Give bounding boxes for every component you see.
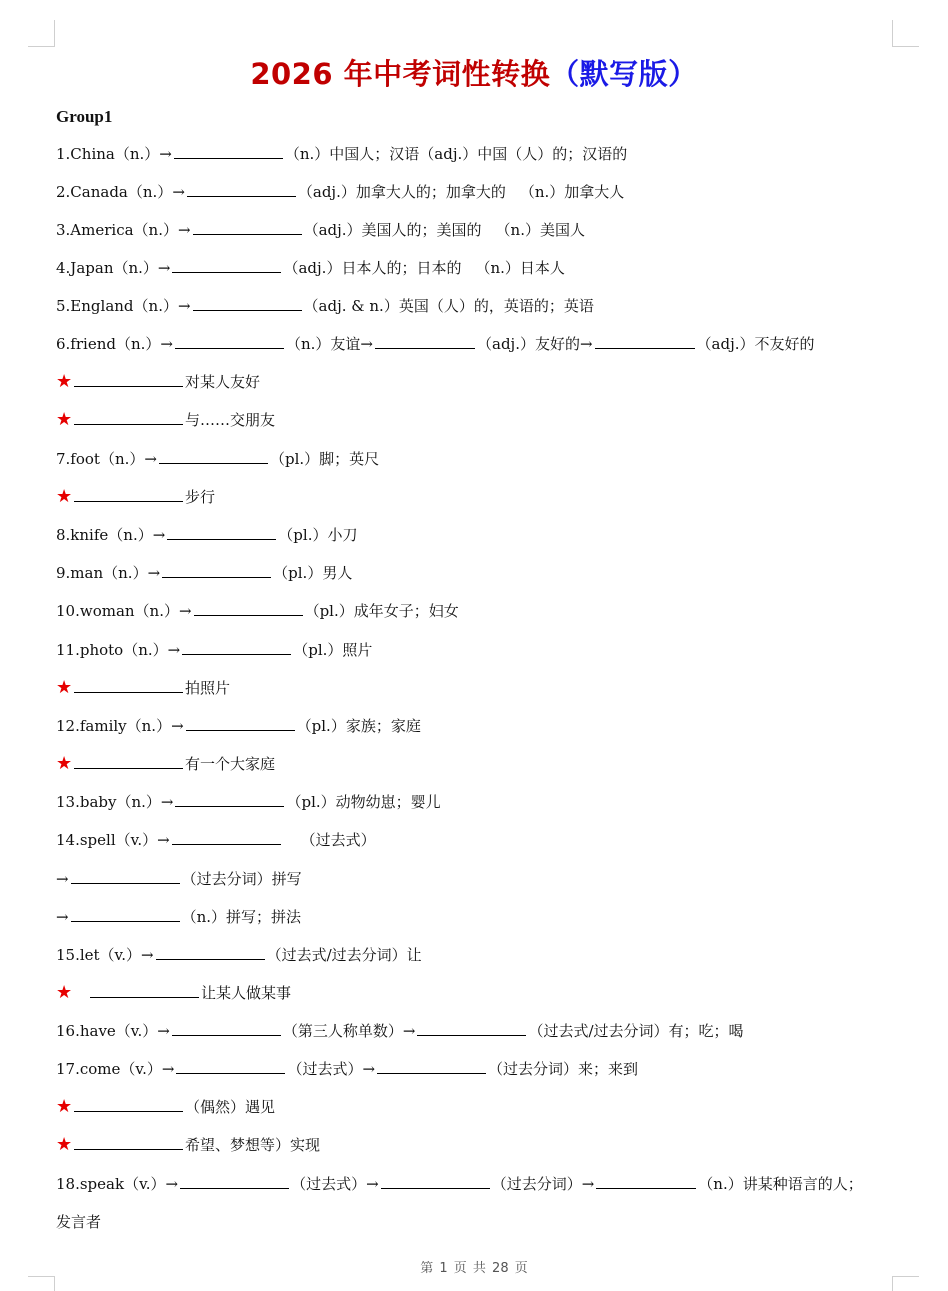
hint-text: （adj.）日本人的；日本的: [283, 259, 462, 277]
exercise-line: [56, 141, 627, 167]
answer-blank[interactable]: [175, 789, 284, 807]
hint-text: 步行: [185, 488, 216, 506]
hint-text: （n.）加拿大人: [519, 183, 625, 201]
group-heading: Group1: [56, 107, 113, 126]
arrow-icon: →: [178, 221, 191, 239]
hint-text: （pl.）成年女子；妇女: [304, 602, 459, 620]
star-icon: ★: [56, 1134, 73, 1155]
title-main: 2026 年中考词性转换: [250, 57, 551, 91]
answer-blank[interactable]: [193, 217, 302, 235]
word-prompt: 13.baby（n.）: [56, 793, 161, 811]
exercise-line: [56, 255, 565, 281]
hint-text: （n.）讲某种语言的人；: [698, 1175, 863, 1193]
hint-text: （adj.）美国人的；美国的: [303, 221, 482, 239]
word-prompt: 17.come（v.）: [56, 1060, 162, 1078]
arrow-icon: →: [157, 831, 170, 849]
hint-text: （pl.）男人: [273, 564, 353, 582]
arrow-icon: →: [161, 1060, 175, 1078]
answer-blank[interactable]: [193, 293, 302, 311]
word-prompt: 3.America（n.）: [56, 221, 178, 239]
answer-blank[interactable]: [74, 407, 183, 425]
answer-blank[interactable]: [176, 1056, 285, 1074]
arrow-icon: →: [152, 526, 166, 544]
star-icon: ★: [56, 486, 73, 507]
phrase-line: [56, 675, 230, 701]
answer-blank[interactable]: [417, 1018, 526, 1036]
exercise-line: [56, 446, 379, 472]
exercise-line: [56, 217, 585, 243]
arrow-icon: →: [402, 1022, 416, 1040]
hint-text: （pl.）小刀: [278, 526, 358, 544]
arrow-icon: →: [178, 602, 192, 620]
word-prompt: 2.Canada（n.）: [56, 183, 173, 201]
answer-blank[interactable]: [375, 331, 475, 349]
star-icon: ★: [56, 371, 73, 392]
hint-text: 拍照片: [185, 679, 231, 697]
answer-blank[interactable]: [156, 942, 265, 960]
answer-blank[interactable]: [90, 980, 199, 998]
word-prompt: 5.England（n.）: [56, 297, 178, 315]
hint-text: （pl.）脚；英尺: [269, 450, 380, 468]
answer-blank[interactable]: [172, 1018, 281, 1036]
exercise-line: [56, 637, 372, 663]
word-prompt: 6.friend（n.）: [56, 335, 161, 353]
answer-blank[interactable]: [74, 369, 183, 387]
answer-blank[interactable]: [180, 1171, 289, 1189]
exercise-line: [56, 598, 459, 624]
answer-blank[interactable]: [172, 255, 281, 273]
hint-text: （n.）拼写；拼法: [181, 908, 302, 926]
arrow-icon: →: [141, 946, 154, 964]
hint-text: 对某人友好: [185, 373, 261, 391]
hint-text: （adj.）不友好的: [696, 335, 815, 353]
title-suffix: （默写版）: [550, 57, 698, 91]
arrow-icon: →: [581, 1175, 595, 1193]
hint-text: （adj.）友好的: [477, 335, 580, 353]
answer-blank[interactable]: [74, 751, 183, 769]
answer-blank[interactable]: [74, 675, 183, 693]
hint-text: （过去式）: [300, 831, 376, 849]
exercise-line: [56, 904, 301, 930]
exercise-line: [56, 293, 594, 319]
phrase-line: [56, 980, 291, 1006]
exercise-line: [56, 942, 422, 968]
answer-blank[interactable]: [595, 331, 695, 349]
answer-blank[interactable]: [162, 560, 271, 578]
arrow-icon: →: [159, 145, 172, 163]
word-prompt: 10.woman（n.）: [56, 602, 179, 620]
answer-blank[interactable]: [74, 1132, 183, 1150]
exercise-line: [56, 1018, 744, 1044]
page-corner-mark: [892, 1276, 919, 1291]
answer-blank[interactable]: [194, 598, 303, 616]
arrow-icon: →: [56, 908, 69, 926]
hint-text: （过去式）: [287, 1060, 363, 1078]
hint-text: 让某人做某事: [201, 984, 292, 1002]
page-corner-mark: [28, 20, 55, 47]
arrow-icon: →: [171, 717, 184, 735]
word-prompt: 16.have（v.）: [56, 1022, 158, 1040]
page-title: [0, 52, 948, 93]
word-prompt: 7.foot（n.）: [56, 450, 145, 468]
answer-blank[interactable]: [187, 179, 296, 197]
arrow-icon: →: [360, 335, 373, 353]
hint-text: （n.）日本人: [475, 259, 565, 277]
phrase-line: [56, 369, 260, 395]
star-icon: ★: [56, 677, 73, 698]
phrase-line: [56, 751, 275, 777]
hint-text: （过去分词）: [491, 1175, 582, 1193]
hint-text: 与……交朋友: [185, 411, 276, 429]
arrow-icon: →: [362, 1060, 376, 1078]
arrow-icon: →: [160, 793, 174, 811]
answer-blank[interactable]: [174, 141, 283, 159]
hint-text: （过去分词）来；来到: [488, 1060, 639, 1078]
exercise-line: [56, 522, 357, 548]
answer-blank[interactable]: [596, 1171, 696, 1189]
arrow-icon: →: [579, 335, 593, 353]
star-icon: ★: [56, 1096, 73, 1117]
word-prompt: 15.let（v.）: [56, 946, 142, 964]
exercise-line: [56, 560, 352, 586]
exercise-line: [56, 827, 376, 853]
arrow-icon: →: [160, 335, 173, 353]
answer-blank[interactable]: [381, 1171, 490, 1189]
hint-text: （n.）美国人: [495, 221, 585, 239]
page-footer: 第 1 页 共 28 页: [420, 1261, 528, 1276]
exercise-line: [56, 1056, 638, 1082]
arrow-icon: →: [56, 870, 69, 888]
star-icon: ★: [56, 409, 73, 430]
answer-blank[interactable]: [167, 522, 276, 540]
hint-text: 发言者: [56, 1213, 102, 1231]
arrow-icon: →: [157, 259, 171, 277]
hint-text: 希望、梦想等）实现: [185, 1136, 321, 1154]
answer-blank[interactable]: [182, 637, 291, 655]
phrase-line: [56, 1094, 275, 1120]
hint-text: （偶然）遇见: [185, 1098, 276, 1116]
page-corner-mark: [892, 20, 919, 47]
word-prompt: 9.man（n.）: [56, 564, 148, 582]
hint-text: （adj.）加拿大人的；加拿大的: [297, 183, 506, 201]
exercise-line: [56, 713, 421, 739]
page-corner-mark: [28, 1276, 55, 1291]
arrow-icon: →: [144, 450, 157, 468]
arrow-icon: →: [366, 1175, 379, 1193]
hint-text: 有一个大家庭: [185, 755, 276, 773]
answer-blank[interactable]: [172, 827, 281, 845]
phrase-line: [56, 1132, 320, 1158]
answer-blank[interactable]: [71, 904, 180, 922]
hint-text: （过去式/过去分词）有；吃；喝: [528, 1022, 744, 1040]
star-icon: ★: [56, 753, 73, 774]
word-prompt: 12.family（n.）: [56, 717, 172, 735]
exercise-line: [56, 179, 624, 205]
word-prompt: 4.Japan（n.）: [56, 259, 158, 277]
arrow-icon: →: [167, 641, 181, 659]
arrow-icon: →: [147, 564, 161, 582]
word-prompt: 8.knife（n.）: [56, 526, 153, 544]
answer-blank[interactable]: [159, 446, 268, 464]
arrow-icon: →: [157, 1022, 170, 1040]
exercise-line: [56, 789, 441, 815]
hint-text: （pl.）动物幼崽；婴儿: [286, 793, 441, 811]
arrow-icon: →: [172, 183, 185, 201]
word-prompt: 18.speak（v.）: [56, 1175, 166, 1193]
hint-text: （过去式/过去分词）让: [266, 946, 422, 964]
word-prompt: 1.China（n.）: [56, 145, 160, 163]
arrow-icon: →: [165, 1175, 179, 1193]
arrow-icon: →: [177, 297, 191, 315]
hint-text: （n.）友谊: [285, 335, 361, 353]
answer-blank[interactable]: [74, 484, 183, 502]
answer-blank[interactable]: [175, 331, 284, 349]
word-prompt: 11.photo（n.）: [56, 641, 168, 659]
star-icon: ★: [56, 982, 73, 1003]
hint-text: （第三人称单数）: [282, 1022, 403, 1040]
hint-text: （adj. & n.）英国（人）的，英语的；英语: [303, 297, 594, 315]
hint-text: （过去式）: [291, 1175, 367, 1193]
exercise-line: [56, 1209, 101, 1235]
exercise-line: [56, 1171, 863, 1197]
exercise-line: [56, 866, 302, 892]
phrase-line: [56, 407, 275, 433]
hint-text: （pl.）家族；家庭: [296, 717, 421, 735]
hint-text: （过去分词）拼写: [181, 870, 302, 888]
hint-text: （n.）中国人；汉语（adj.）中国（人）的；汉语的: [284, 145, 628, 163]
answer-blank[interactable]: [377, 1056, 486, 1074]
answer-blank[interactable]: [71, 866, 180, 884]
phrase-line: [56, 484, 215, 510]
word-prompt: 14.spell（v.）: [56, 831, 158, 849]
answer-blank[interactable]: [186, 713, 295, 731]
hint-text: （pl.）照片: [293, 641, 373, 659]
answer-blank[interactable]: [74, 1094, 183, 1112]
exercise-line: [56, 331, 815, 357]
